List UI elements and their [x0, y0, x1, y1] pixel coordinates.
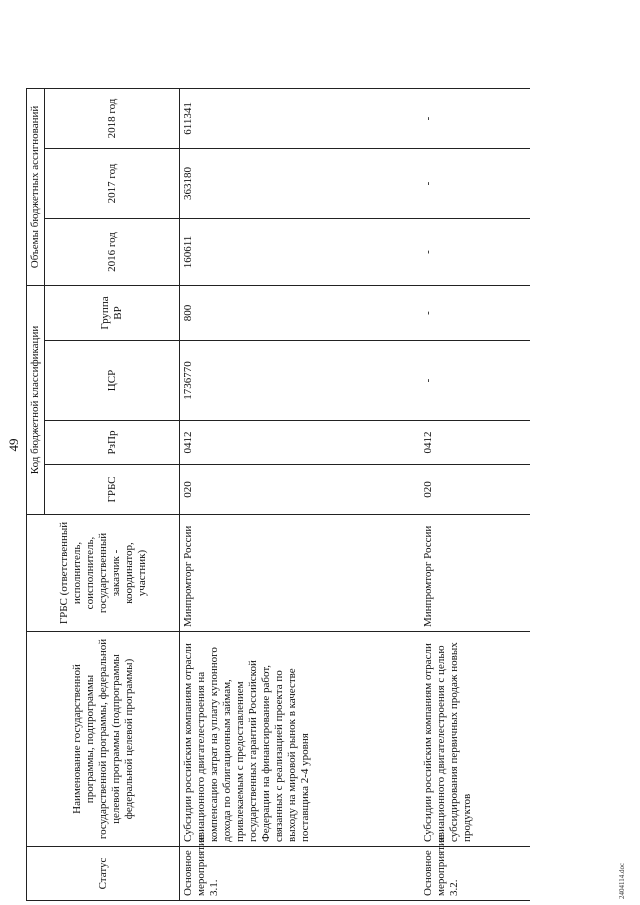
- page-number: 49: [6, 438, 21, 452]
- header-vr: Группа ВР: [45, 285, 180, 340]
- row-grbs-code: 020: [420, 465, 530, 515]
- row-2018: -: [420, 88, 530, 148]
- row-grbs-name: Минпромторг России: [420, 515, 530, 632]
- row-rzpr: 0412: [180, 421, 420, 465]
- header-grbs-full: ГРБС (ответственный исполнитель, соисполнитель, государственный заказчик - координатор, участник): [27, 515, 180, 632]
- header-status: Статус: [27, 847, 180, 901]
- header-budget-code: Код бюджетной классификации: [27, 285, 45, 514]
- header-csr: ЦСР: [45, 341, 180, 421]
- header-2016: 2016 год: [45, 218, 180, 285]
- row-2017: 363180: [180, 148, 420, 218]
- row-grbs-name: Минпромторг России: [180, 515, 420, 632]
- row-grbs-code: 020: [180, 465, 420, 515]
- budget-table: [26, 88, 530, 901]
- header-2018: 2018 год: [45, 88, 180, 148]
- row-2017: -: [420, 148, 530, 218]
- table-row: [180, 88, 420, 900]
- row-2018: 611341: [180, 88, 420, 148]
- header-2017: 2017 год: [45, 148, 180, 218]
- row-name: Субсидии российским компаниям отрасли авиационного двигателестроения с целью субсидирования первичных продаж новых продуктов: [420, 632, 530, 847]
- row-csr: 1736770: [180, 341, 420, 421]
- row-vr: -: [420, 285, 530, 340]
- header-rzpr: РзПр: [45, 421, 180, 465]
- header-grbs: ГРБС: [45, 465, 180, 515]
- row-status: Основное мероприятие 3.1.: [180, 847, 420, 901]
- row-vr: 800: [180, 285, 420, 340]
- row-2016: 160611: [180, 218, 420, 285]
- row-csr: -: [420, 341, 530, 421]
- table-row: [420, 88, 530, 900]
- header-program-name: Наименование государственной программы, подпрограммы государственной программы, федеральной целевой программы (подпрограммы федеральной целевой программы): [27, 632, 180, 847]
- row-status: Основное мероприятие 3.2.: [420, 847, 530, 901]
- header-allocations: Объемы бюджетных ассигнований: [27, 88, 45, 285]
- row-name: Субсидии российским компаниям отрасли авиационного двигателестроения на компенсацию затрат на уплату купонного дохода по облигационным займам, привлекаемым с предоставлением государственных гарантий Российской Федерации на финансирование работ, связанных с реализацией проекта по выходу на мировой рынок в качестве поставщика 2-4 уровня: [180, 632, 420, 847]
- document-footer: 2404114.doc: [618, 862, 626, 899]
- row-2016: -: [420, 218, 530, 285]
- row-rzpr: 0412: [420, 421, 530, 465]
